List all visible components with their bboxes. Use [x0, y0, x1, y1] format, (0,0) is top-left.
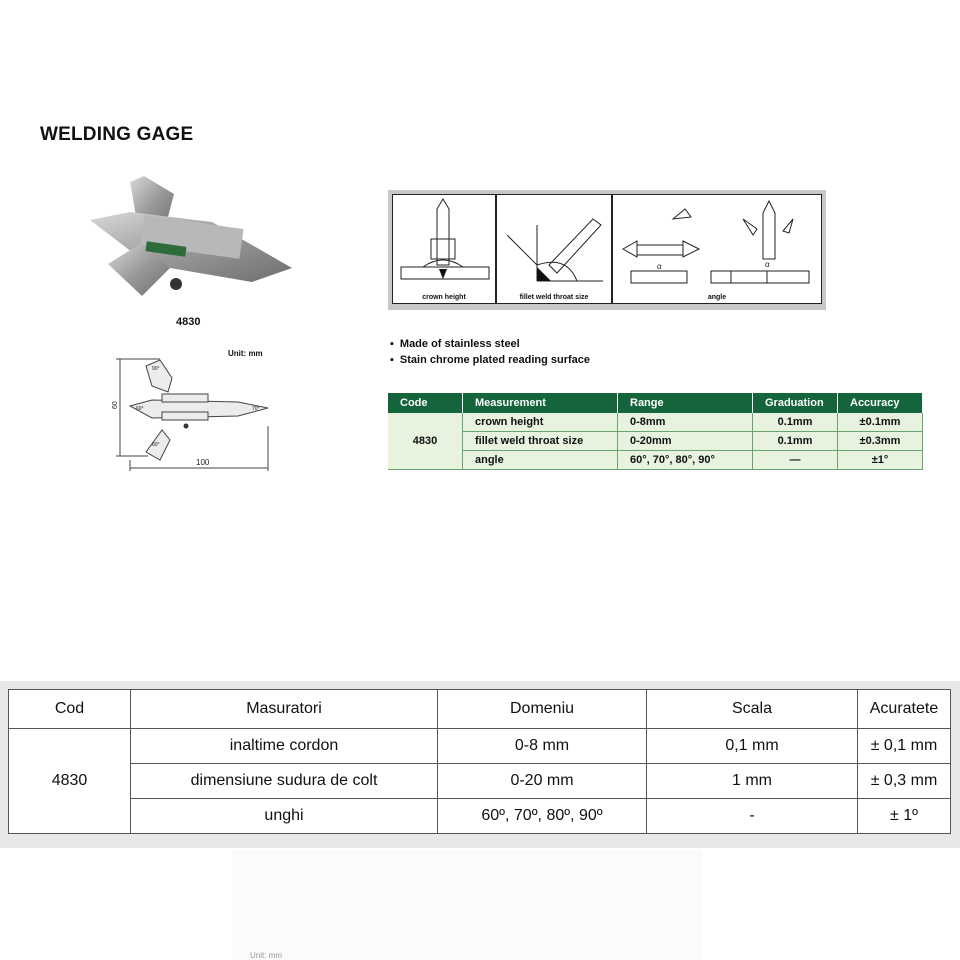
angle-label-80: 80° [152, 442, 160, 448]
measurement-cell: angle [463, 451, 618, 470]
range-cell: 60º, 70º, 80º, 90º [438, 799, 647, 834]
unit-label: Unit: mm [228, 349, 263, 358]
page-title: WELDING GAGE [40, 124, 194, 145]
accuracy-cell: ±0.3mm [838, 432, 923, 451]
spec-table-en [388, 393, 923, 470]
height-dimension: 60 [112, 401, 119, 409]
accuracy-cell: ±0.1mm [838, 413, 923, 432]
range-cell: 0-20mm [618, 432, 753, 451]
code-cell: 4830 [9, 729, 131, 834]
range-cell: 0-8 mm [438, 729, 647, 764]
angle-label-60: 60° [136, 406, 144, 412]
graduation-cell: 1 mm [647, 764, 858, 799]
col-header-accuracy: Accuracy [838, 393, 923, 413]
graduation-cell: 0.1mm [753, 432, 838, 451]
table-header-row [9, 690, 951, 729]
col-header-code: Code [388, 393, 463, 413]
graduation-cell: — [753, 451, 838, 470]
measurement-cell: inaltime cordon [131, 729, 438, 764]
alpha-symbol: α [657, 262, 662, 271]
accuracy-cell: ± 1º [858, 799, 951, 834]
col-header-domeniu: Domeniu [438, 690, 647, 729]
col-header-range: Range [618, 393, 753, 413]
width-dimension: 100 [196, 458, 210, 467]
col-header-acuratete: Acuratete [858, 690, 951, 729]
col-header-graduation: Graduation [753, 393, 838, 413]
welding-gage-photo [82, 172, 304, 302]
table-row [388, 413, 923, 432]
feature-item: ▪ Stain chrome plated reading surface [390, 352, 590, 368]
table-row [388, 432, 923, 451]
col-header-measurement: Measurement [463, 393, 618, 413]
code-cell: 4830 [388, 413, 463, 470]
table-header-row [388, 393, 923, 413]
table-row [9, 764, 951, 799]
crown-height-diagram-icon [393, 195, 497, 305]
graduation-cell: 0.1mm [753, 413, 838, 432]
accuracy-cell: ±1° [838, 451, 923, 470]
usage-fillet-weld [496, 194, 612, 304]
col-header-masuratori: Masuratori [131, 690, 438, 729]
footer-unit-fragment: Unit: mm [250, 951, 282, 960]
measurement-cell: dimensiune sudura de colt [131, 764, 438, 799]
measurement-cell: crown height [463, 413, 618, 432]
feature-item: ▪ Made of stainless steel [390, 336, 590, 352]
col-header-cod: Cod [9, 690, 131, 729]
faint-image-fragment [232, 850, 702, 960]
range-cell: 0-20 mm [438, 764, 647, 799]
usage-angle [612, 194, 822, 304]
measurement-cell: fillet weld throat size [463, 432, 618, 451]
spec-table-ro [8, 689, 951, 834]
accuracy-cell: ± 0,1 mm [858, 729, 951, 764]
accuracy-cell: ± 0,3 mm [858, 764, 951, 799]
graduation-cell: 0,1 mm [647, 729, 858, 764]
usage-diagram-panel [388, 190, 826, 310]
angle-diagram-icon [613, 195, 823, 305]
graduation-cell: - [647, 799, 858, 834]
angle-label-90: 90° [152, 366, 160, 372]
range-cell: 0-8mm [618, 413, 753, 432]
angle-label-70: 70° [252, 406, 260, 412]
dimension-drawing [108, 356, 278, 472]
usage-crown-height [392, 194, 496, 304]
table-row [388, 451, 923, 470]
range-cell: 60°, 70°, 80°, 90° [618, 451, 753, 470]
model-label: 4830 [176, 316, 201, 328]
table-row [9, 799, 951, 834]
usage-caption: angle [707, 294, 727, 301]
fillet-weld-diagram-icon [497, 195, 613, 305]
usage-caption: fillet weld throat size [519, 294, 589, 301]
feature-list [390, 336, 590, 368]
alpha-symbol: α [765, 260, 770, 269]
measurement-cell: unghi [131, 799, 438, 834]
usage-caption: crown height [422, 294, 466, 301]
col-header-scala: Scala [647, 690, 858, 729]
table-row [9, 729, 951, 764]
